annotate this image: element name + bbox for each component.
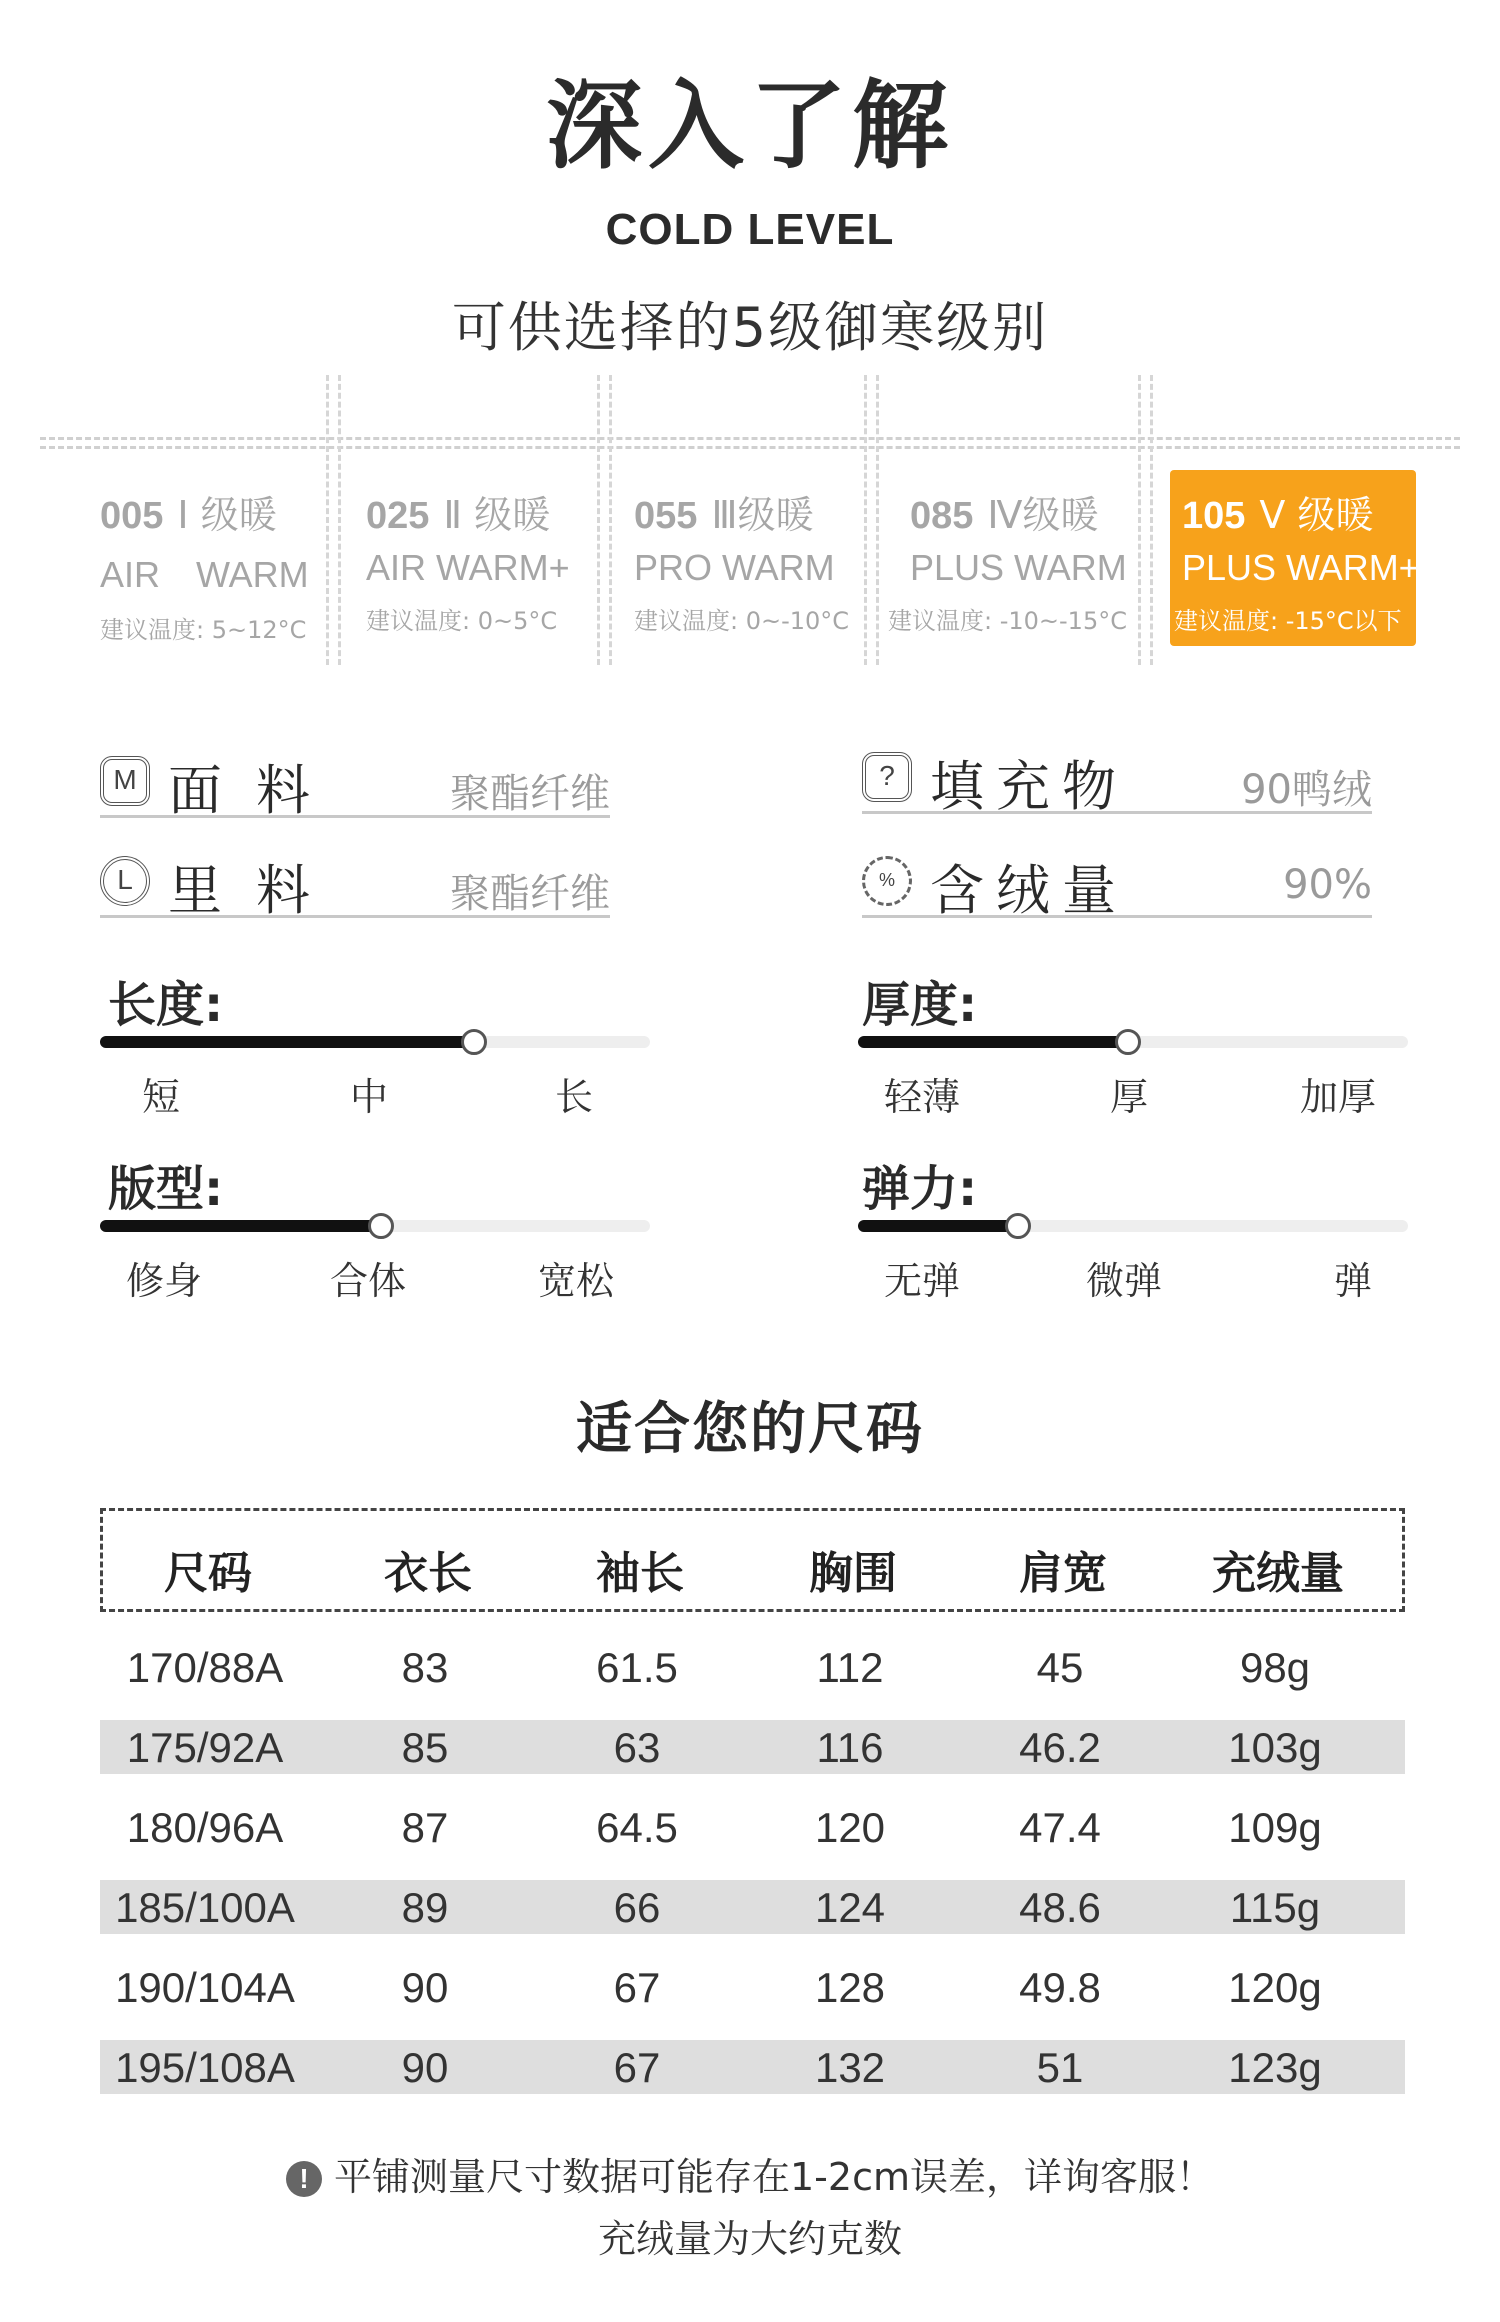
down-content-value: 90% <box>1283 862 1372 908</box>
slider-knob <box>1005 1213 1031 1239</box>
size-table-header <box>100 1508 1405 1612</box>
table-cell: 89 <box>401 1884 449 1931</box>
table-cell: 180/96A <box>126 1804 284 1851</box>
fill-weight-note: 充绒量为大约克数 <box>597 2217 902 2261</box>
elasticity-slider <box>858 1220 1408 1232</box>
level-code: 105 <box>1182 495 1246 537</box>
table-cell: 63 <box>613 1724 661 1771</box>
warning-icon: ! <box>286 2161 322 2197</box>
level-grade: Ⅲ级暖 <box>711 493 814 537</box>
column-header: 袖长 <box>596 1548 684 1599</box>
table-cell: 45 <box>1036 1644 1084 1691</box>
table-row <box>100 1640 1405 1694</box>
table-cell: 109g <box>1228 1804 1322 1851</box>
table-cell: 120 <box>814 1804 886 1851</box>
band-divider <box>40 446 1460 449</box>
level-temp: 建议温度: -10~-15°C <box>888 607 1127 635</box>
table-cell: 98g <box>1239 1644 1311 1691</box>
column-header: 衣长 <box>384 1548 472 1599</box>
question-badge-icon: ? <box>862 752 912 802</box>
table-cell: 185/100A <box>115 1884 295 1931</box>
table-cell: 64.5 <box>596 1804 678 1851</box>
level-temp: 建议温度: 5~12°C <box>100 616 307 644</box>
level-grade: Ⅰ 级暖 <box>177 493 277 537</box>
table-cell: 87 <box>401 1804 449 1851</box>
table-cell: 195/108A <box>115 2044 295 2091</box>
table-row <box>100 1800 1405 1854</box>
page-title: 深入了解 <box>546 70 954 182</box>
table-row <box>100 1720 1405 1774</box>
column-header: 尺码 <box>164 1548 252 1599</box>
level-code: 055 <box>634 495 698 537</box>
table-cell: 48.6 <box>1019 1884 1101 1931</box>
thickness-option-thin: 轻薄 <box>884 1075 961 1119</box>
level-name: AIR WARM+ <box>366 547 570 588</box>
table-cell: 66 <box>613 1884 661 1931</box>
fit-title: 版型: <box>108 1161 224 1217</box>
band-separator <box>338 375 341 665</box>
table-cell: 128 <box>814 1964 886 2011</box>
table-cell: 103g <box>1228 1724 1322 1771</box>
table-cell: 90 <box>401 1964 449 2011</box>
level-temp: 建议温度: -15°C以下 <box>1174 607 1402 635</box>
table-row <box>100 1880 1405 1934</box>
level-name: PLUS WARM <box>910 547 1127 588</box>
percent-dial-icon: % <box>862 856 912 906</box>
cold-level-subtitle: 可供选择的5级御寒级别 <box>451 296 1049 359</box>
level-grade: Ⅱ 级暖 <box>443 493 551 537</box>
slider-fill <box>100 1220 381 1232</box>
level-grade: Ⅴ 级暖 <box>1259 493 1374 537</box>
length-option-medium: 中 <box>350 1075 389 1119</box>
slider-knob <box>1115 1029 1141 1055</box>
table-cell: 190/104A <box>115 1964 295 2011</box>
m-badge-icon: M <box>100 756 150 806</box>
fabric-outer-label: 面料 <box>168 759 344 822</box>
length-title: 长度: <box>108 977 224 1033</box>
band-separator <box>1138 375 1141 665</box>
thickness-slider <box>858 1036 1408 1048</box>
filling-row <box>862 744 1372 818</box>
table-cell: 124 <box>814 1884 886 1931</box>
table-cell: 67 <box>613 2044 661 2091</box>
table-row <box>100 2040 1405 2094</box>
thickness-option-extra: 加厚 <box>1300 1075 1377 1119</box>
table-cell: 83 <box>401 1644 449 1691</box>
table-cell: 120g <box>1228 1964 1322 2011</box>
slider-knob <box>368 1213 394 1239</box>
column-header: 充绒量 <box>1212 1548 1344 1599</box>
size-table-title: 适合您的尺码 <box>576 1397 924 1462</box>
down-content-row <box>862 848 1372 922</box>
table-cell: 47.4 <box>1019 1804 1101 1851</box>
slider-knob <box>461 1029 487 1055</box>
fabric-lining-row <box>100 848 610 922</box>
level-grade: Ⅳ级暖 <box>987 493 1099 537</box>
slider-fill <box>858 1036 1128 1048</box>
length-slider <box>100 1036 650 1048</box>
band-separator <box>864 375 867 665</box>
level-card-055[interactable] <box>630 470 862 646</box>
column-header: 胸围 <box>809 1548 897 1599</box>
band-separator <box>1150 375 1153 665</box>
table-cell: 90 <box>401 2044 449 2091</box>
band-divider <box>40 437 1460 440</box>
level-card-005[interactable] <box>96 470 322 646</box>
level-temp: 建议温度: 0~-10°C <box>634 607 850 635</box>
level-name: PLUS WARM+ <box>1182 547 1420 588</box>
fit-slider <box>100 1220 650 1232</box>
table-cell: 85 <box>401 1724 449 1771</box>
level-card-025[interactable] <box>362 470 594 646</box>
level-card-085[interactable] <box>884 470 1136 646</box>
filling-value: 90鸭绒 <box>1241 767 1372 813</box>
fabric-lining-value: 聚酯纤维 <box>450 871 610 917</box>
band-separator <box>326 375 329 665</box>
fit-option-slim: 修身 <box>126 1259 203 1303</box>
table-cell: 51 <box>1036 2044 1084 2091</box>
l-badge-icon: L <box>100 856 150 906</box>
table-cell: 112 <box>816 1644 884 1691</box>
table-cell: 132 <box>814 2044 886 2091</box>
level-temp: 建议温度: 0~5°C <box>366 607 558 635</box>
length-option-short: 短 <box>142 1075 181 1119</box>
elasticity-title: 弹力: <box>862 1161 978 1217</box>
cold-level-heading: COLD LEVEL <box>605 205 895 254</box>
slider-fill <box>858 1220 1018 1232</box>
level-name: PRO WARM <box>634 547 835 588</box>
measurement-note-text: 平铺测量尺寸数据可能存在1-2cm误差，详询客服！ <box>334 2155 1214 2199</box>
fabric-outer-row <box>100 748 610 822</box>
band-separator <box>876 375 879 665</box>
filling-label: 填充物 <box>930 755 1128 818</box>
level-code: 025 <box>366 495 430 537</box>
fabric-lining-label: 里料 <box>168 859 344 922</box>
fabric-outer-value: 聚酯纤维 <box>450 771 610 817</box>
table-cell: 175/92A <box>126 1724 284 1771</box>
slider-fill <box>100 1036 474 1048</box>
band-separator <box>609 375 612 665</box>
level-name: AIR WARM <box>100 554 309 595</box>
fit-option-regular: 合体 <box>330 1259 407 1303</box>
table-cell: 116 <box>816 1724 884 1771</box>
elasticity-option-slight: 微弹 <box>1086 1259 1163 1303</box>
table-cell: 115g <box>1229 1884 1321 1931</box>
length-option-long: 长 <box>555 1075 594 1119</box>
measurement-note <box>0 2146 1500 2201</box>
table-cell: 123g <box>1228 2044 1322 2091</box>
level-code: 005 <box>100 495 164 537</box>
table-row <box>100 1960 1405 2014</box>
table-cell: 67 <box>613 1964 661 2011</box>
thickness-option-thick: 厚 <box>1110 1075 1149 1119</box>
level-code: 085 <box>910 495 974 537</box>
thickness-title: 厚度: <box>862 977 978 1033</box>
table-cell: 170/88A <box>126 1644 284 1691</box>
elasticity-option-none: 无弹 <box>884 1259 961 1303</box>
elasticity-option-stretch: 弹 <box>1334 1259 1373 1303</box>
table-cell: 49.8 <box>1019 1964 1101 2011</box>
column-header: 肩宽 <box>1019 1548 1107 1599</box>
down-content-label: 含绒量 <box>930 859 1128 922</box>
level-card-105[interactable] <box>1170 470 1420 646</box>
table-cell: 61.5 <box>596 1644 678 1691</box>
table-cell: 46.2 <box>1019 1724 1101 1771</box>
band-separator <box>597 375 600 665</box>
fit-option-loose: 宽松 <box>538 1259 615 1303</box>
